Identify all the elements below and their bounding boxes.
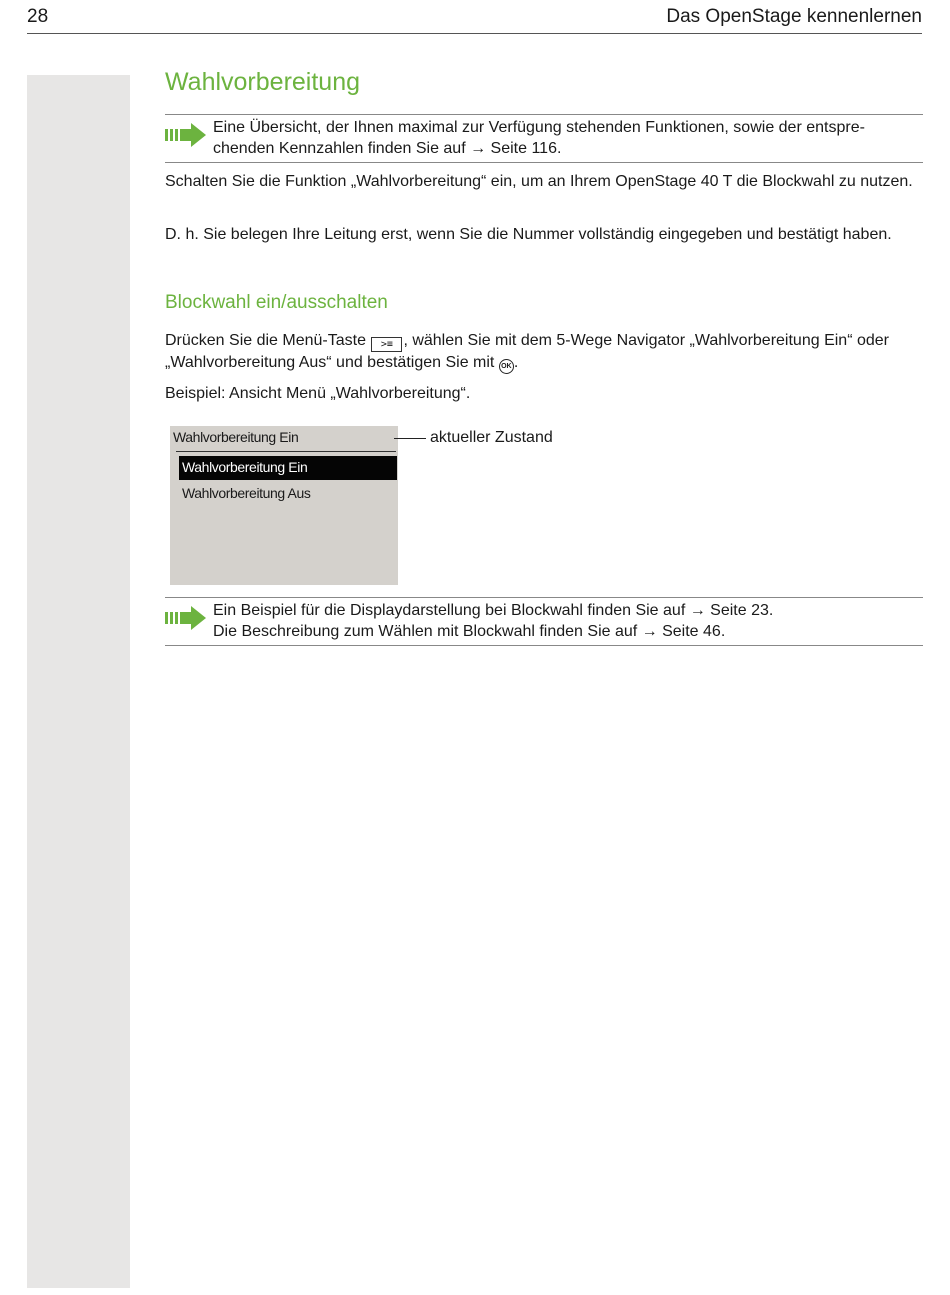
section-title: Wahlvorbereitung <box>165 68 361 96</box>
ok-key-icon: OK <box>499 359 514 374</box>
example-caption: Beispiel: Ansicht Menü „Wahlvorbereitung“. <box>165 385 471 402</box>
display-divider <box>176 451 396 452</box>
display-item-selected[interactable]: Wahlvorbereitung Ein <box>179 456 397 480</box>
note-line-dialing-description: Die Beschreibung zum Wählen mit Blockwahl finden Sie auf → Seite 46. <box>213 623 726 640</box>
display-item[interactable]: Wahlvorbereitung Aus <box>182 485 311 501</box>
paragraph-intro: Schalten Sie die Funktion „Wahlvorbereitung“ ein, um an Ihrem OpenStage 40 T die Blockwahl zu nutzen. <box>165 173 913 190</box>
note-text-overview: Eine Übersicht, der Ihnen maximal zur Verfügung stehenden Funktionen, sowie der entspre-chenden Kennzahlen finden Sie auf → Seite 116. <box>213 119 865 157</box>
note-box-references <box>165 597 923 646</box>
instruction-part1: Drücken Sie die Menü-Taste <box>165 332 366 349</box>
note-box-overview <box>165 114 923 163</box>
instruction-part3: . <box>513 354 519 371</box>
page-number: 28 <box>27 6 49 27</box>
note-text-references <box>213 598 923 645</box>
phone-display-screen <box>170 426 398 585</box>
callout-leader-line <box>394 438 426 439</box>
chapter-title: Das OpenStage kennenlernen <box>666 6 922 27</box>
note-line-display-example: Ein Beispiel für die Displaydarstellung bei Blockwahl finden Sie auf → Seite 23. <box>213 602 774 619</box>
header-divider <box>27 33 922 34</box>
arrow-note-icon <box>165 122 207 148</box>
instruction-part2: , wählen Sie mit dem 5-Wege Navigator „Wahlvorbereitung Ein“ oder „Wahlvorbereitung Aus“ und bestätigen Sie mit <box>165 332 889 371</box>
callout-label: aktueller Zustand <box>430 429 553 446</box>
menu-key-icon: >≡ <box>371 337 402 352</box>
paragraph-explanation: D. h. Sie belegen Ihre Leitung erst, wenn Sie die Nummer vollständig eingegeben und bestätigt haben. <box>165 226 892 243</box>
paragraph-instruction <box>165 330 923 374</box>
display-title: Wahlvorbereitung Ein <box>173 429 299 445</box>
left-margin-bar <box>27 75 130 1288</box>
subsection-title: Blockwahl ein/ausschalten <box>165 292 388 313</box>
arrow-note-icon <box>165 605 207 631</box>
